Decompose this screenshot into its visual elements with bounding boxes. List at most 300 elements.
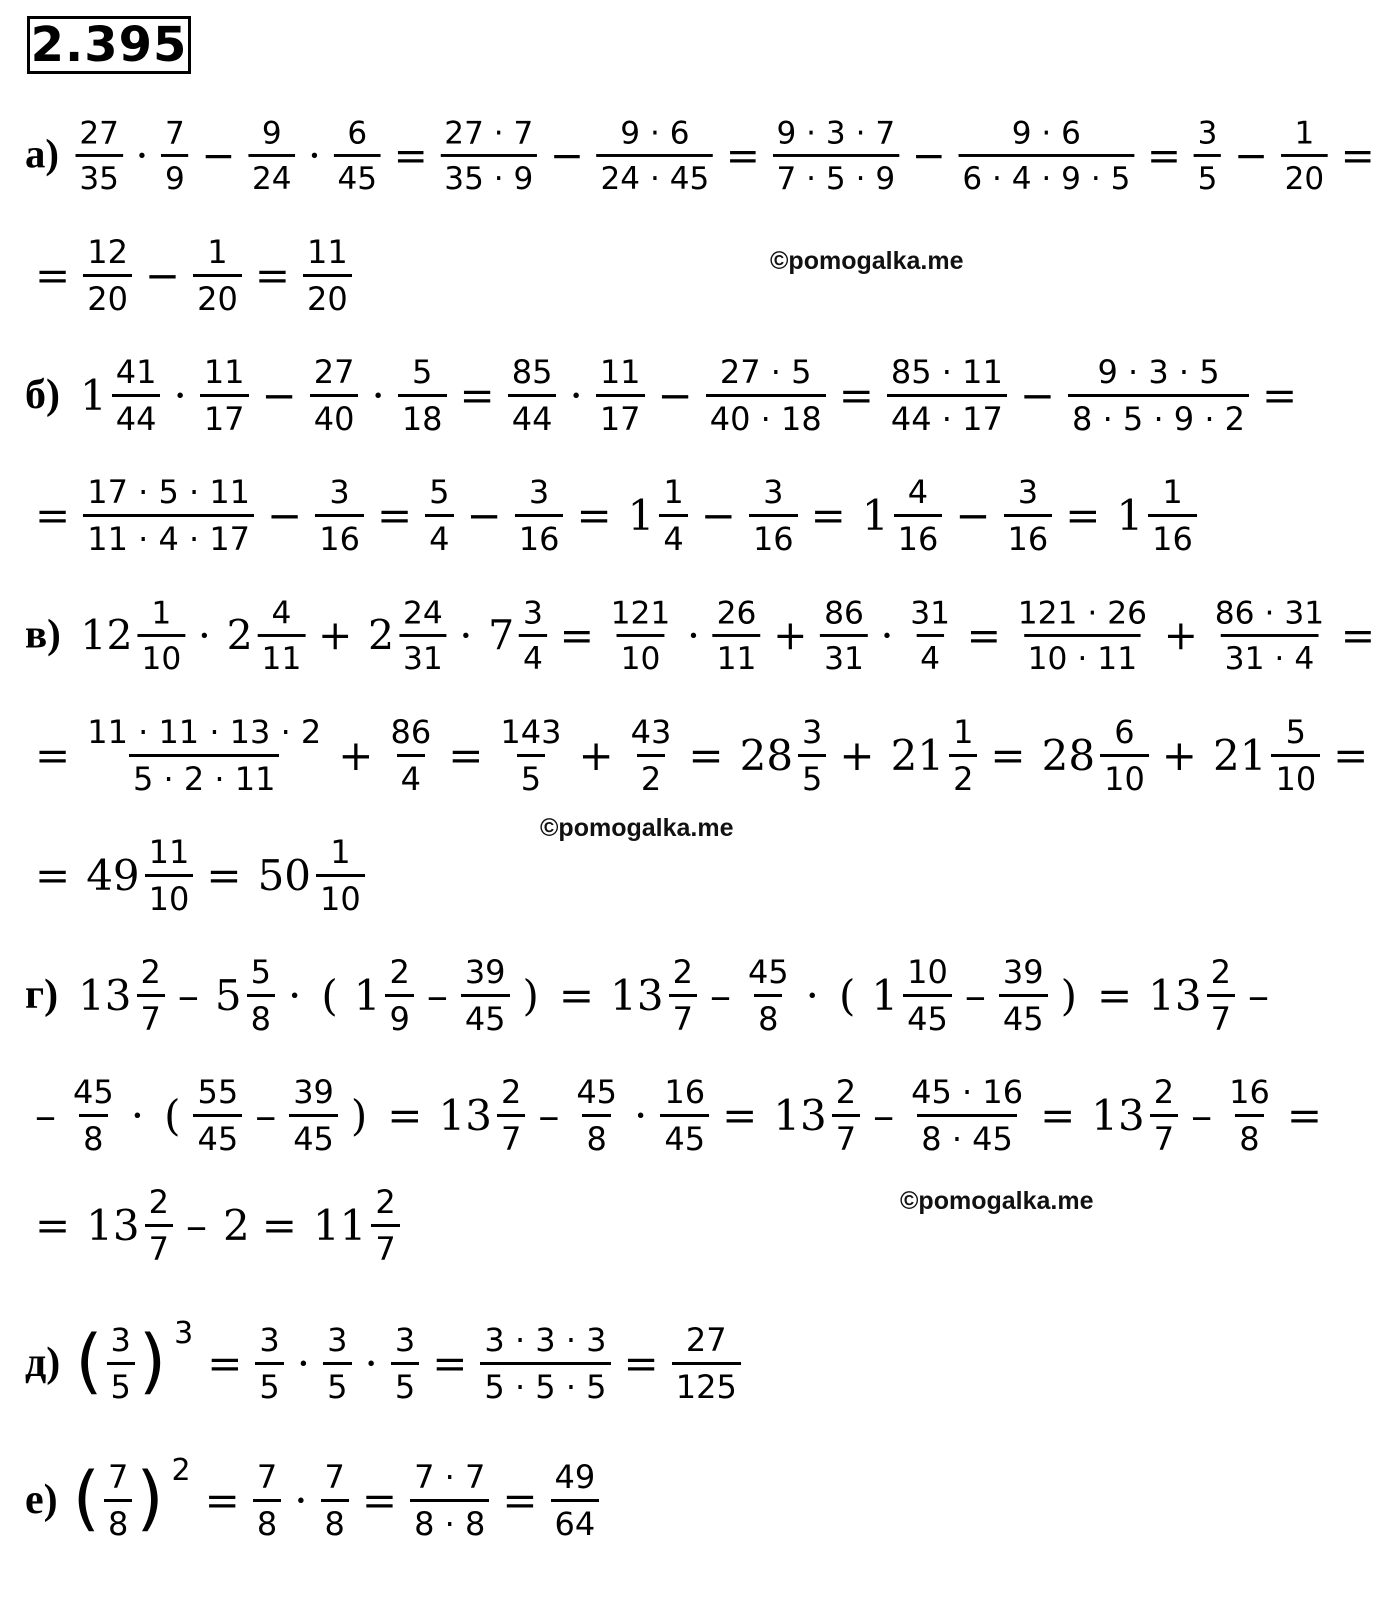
operator: + bbox=[1161, 730, 1197, 780]
denominator: 7 bbox=[1207, 994, 1235, 1035]
operator: = bbox=[810, 490, 846, 540]
denominator: 125 bbox=[672, 1362, 741, 1403]
fraction bbox=[798, 712, 826, 798]
operator: − bbox=[1019, 370, 1056, 420]
fraction bbox=[83, 712, 325, 798]
numerator: 39 bbox=[1002, 952, 1044, 991]
denominator: 7 bbox=[145, 1224, 173, 1265]
fraction bbox=[496, 712, 565, 798]
operator: – bbox=[709, 970, 731, 1020]
numerator: 85 · 11 bbox=[890, 352, 1003, 391]
denominator: 20 bbox=[193, 274, 242, 315]
parenthesis: ( bbox=[321, 970, 338, 1020]
numerator: 3 bbox=[528, 472, 550, 511]
fraction bbox=[247, 952, 275, 1038]
fraction bbox=[161, 113, 189, 197]
fraction bbox=[69, 1072, 118, 1158]
fraction bbox=[385, 952, 413, 1038]
numerator: 2 bbox=[148, 1182, 170, 1221]
numerator: 6 bbox=[347, 113, 368, 151]
numerator: 2 bbox=[389, 952, 410, 991]
whole-number: 1 bbox=[861, 490, 889, 540]
numerator: 3 · 3 · 3 bbox=[484, 1320, 607, 1359]
denominator: 16 bbox=[1004, 514, 1053, 555]
right-paren: ) bbox=[138, 1320, 167, 1402]
operator: = bbox=[204, 1475, 240, 1525]
whole-number: 13 bbox=[438, 1090, 492, 1140]
operator: = bbox=[990, 730, 1026, 780]
numerator: 86 bbox=[390, 712, 432, 751]
operator: · bbox=[135, 131, 149, 179]
item-label: в) bbox=[25, 612, 61, 658]
numerator: 16 bbox=[1229, 1072, 1270, 1111]
numerator: 45 bbox=[576, 1072, 618, 1111]
denominator: 45 bbox=[903, 994, 952, 1035]
operator: − bbox=[700, 490, 736, 540]
operator: − bbox=[201, 131, 236, 179]
operator: = bbox=[35, 490, 71, 540]
denominator: 4 bbox=[519, 634, 547, 674]
numerator: 3 bbox=[394, 1320, 416, 1359]
numerator: 27 · 7 bbox=[444, 113, 534, 151]
numerator: 39 bbox=[464, 952, 506, 991]
denominator: 16 bbox=[315, 514, 364, 555]
operator: · bbox=[364, 1338, 378, 1388]
operator: = bbox=[393, 131, 428, 179]
denominator: 4 bbox=[397, 754, 425, 795]
solution-line-a1 bbox=[25, 111, 1385, 198]
fraction bbox=[551, 1457, 600, 1543]
operator: = bbox=[576, 490, 612, 540]
fraction bbox=[398, 352, 447, 438]
whole-number: 28 bbox=[739, 730, 794, 780]
whole-number: 49 bbox=[86, 850, 140, 900]
fraction bbox=[508, 352, 557, 438]
denominator: 5 bbox=[323, 1362, 351, 1403]
solution-line-v3 bbox=[25, 830, 368, 920]
operator: – bbox=[873, 1090, 895, 1140]
denominator: 10 bbox=[145, 874, 194, 915]
watermark: ©pomogalka.me bbox=[900, 1187, 1094, 1215]
solution-line-b2 bbox=[25, 470, 1200, 560]
operator: − bbox=[657, 370, 693, 420]
numerator: 2 bbox=[500, 1072, 522, 1111]
denominator: 7 bbox=[137, 994, 165, 1035]
solution-line-e bbox=[25, 1452, 602, 1545]
numerator: 3 bbox=[1017, 472, 1039, 511]
fraction bbox=[894, 472, 943, 558]
operator: – bbox=[538, 1090, 560, 1140]
fraction bbox=[1100, 712, 1149, 798]
fraction bbox=[1068, 352, 1249, 438]
operator: – bbox=[35, 1090, 56, 1140]
fraction bbox=[713, 593, 761, 677]
denominator: 11 · 4 · 17 bbox=[83, 514, 254, 555]
operator: − bbox=[911, 131, 946, 179]
denominator: 7 bbox=[832, 1114, 860, 1155]
parenthesis: ( bbox=[839, 970, 856, 1020]
solution-line-v2 bbox=[25, 710, 1378, 800]
fraction bbox=[248, 113, 295, 197]
fraction bbox=[903, 952, 952, 1038]
operator: + bbox=[338, 730, 374, 780]
operator: · bbox=[805, 970, 820, 1020]
operator: · bbox=[130, 1090, 145, 1140]
fraction bbox=[440, 113, 537, 197]
fraction bbox=[391, 1320, 419, 1406]
fraction bbox=[1148, 472, 1197, 558]
fraction bbox=[1004, 472, 1053, 558]
right-paren: ) bbox=[136, 1457, 164, 1539]
numerator: 1 bbox=[1294, 113, 1315, 151]
denominator: 8 bbox=[247, 994, 275, 1035]
whole-number: 7 bbox=[488, 611, 515, 659]
solution-line-g3 bbox=[25, 1180, 403, 1270]
fraction bbox=[659, 472, 687, 558]
numerator: 16 bbox=[664, 1072, 706, 1111]
operator: = bbox=[206, 850, 242, 900]
fraction bbox=[706, 352, 826, 438]
fraction bbox=[104, 1457, 132, 1543]
denominator: 8 bbox=[1235, 1114, 1263, 1155]
denominator: 31 bbox=[399, 634, 447, 674]
numerator: 11 bbox=[148, 832, 190, 871]
whole-number: 2 bbox=[226, 611, 253, 659]
numerator: 43 bbox=[630, 712, 672, 751]
numerator: 41 bbox=[115, 352, 157, 391]
operator: · bbox=[308, 131, 322, 179]
fraction bbox=[832, 1072, 860, 1158]
parenthesis: ) bbox=[522, 970, 539, 1020]
fraction bbox=[669, 952, 697, 1038]
denominator: 45 bbox=[461, 994, 510, 1035]
whole-number: 1 bbox=[80, 370, 107, 420]
whole-number: 12 bbox=[80, 611, 133, 659]
solution-line-g2 bbox=[25, 1070, 1332, 1160]
operator: = bbox=[387, 1090, 423, 1140]
denominator: 64 bbox=[551, 1499, 600, 1540]
operator: = bbox=[459, 370, 495, 420]
denominator: 44 · 17 bbox=[887, 394, 1007, 435]
item-label: б) bbox=[25, 372, 60, 418]
operator: · bbox=[371, 370, 385, 420]
denominator: 44 bbox=[508, 394, 557, 435]
denominator: 8 bbox=[582, 1114, 610, 1155]
denominator: 11 bbox=[713, 634, 761, 674]
numerator: 10 bbox=[907, 952, 948, 991]
operator: = bbox=[1333, 730, 1369, 780]
operator: = bbox=[1065, 490, 1101, 540]
numerator: 1 bbox=[330, 832, 351, 871]
numerator: 9 bbox=[261, 113, 282, 151]
numerator: 2 bbox=[375, 1182, 396, 1221]
solution-line-g1 bbox=[25, 950, 1279, 1040]
operator: · bbox=[459, 611, 473, 659]
fraction bbox=[597, 113, 714, 197]
denominator: 20 bbox=[1281, 154, 1328, 194]
whole-number: 1 bbox=[353, 970, 381, 1020]
denominator: 7 bbox=[1150, 1114, 1178, 1155]
denominator: 16 bbox=[749, 514, 798, 555]
operator: − bbox=[261, 370, 297, 420]
fraction bbox=[323, 1320, 351, 1406]
numerator: 3 bbox=[259, 1320, 280, 1359]
denominator: 5 bbox=[1194, 154, 1222, 194]
parenthesis: ( bbox=[164, 1090, 181, 1140]
numerator: 5 bbox=[411, 352, 433, 391]
denominator: 10 bbox=[316, 874, 365, 915]
denominator: 40 · 18 bbox=[706, 394, 826, 435]
operator: – bbox=[186, 1200, 208, 1250]
numerator: 31 bbox=[910, 593, 951, 631]
fraction bbox=[906, 593, 954, 677]
operator: = bbox=[559, 611, 594, 659]
operator: · bbox=[634, 1090, 648, 1140]
numerator: 11 · 11 · 13 · 2 bbox=[87, 712, 322, 751]
operator: − bbox=[466, 490, 502, 540]
operator: = bbox=[838, 370, 874, 420]
operator: = bbox=[35, 250, 71, 300]
fraction bbox=[949, 712, 977, 798]
numerator: 7 bbox=[324, 1457, 345, 1496]
numerator: 39 bbox=[293, 1072, 334, 1111]
numerator: 49 bbox=[554, 1457, 596, 1496]
numerator: 3 bbox=[802, 712, 823, 751]
operator: = bbox=[1040, 1090, 1076, 1140]
numerator: 9 · 3 · 5 bbox=[1097, 352, 1220, 391]
denominator: 16 bbox=[894, 514, 943, 555]
numerator: 1 bbox=[151, 593, 172, 631]
numerator: 1 bbox=[1162, 472, 1183, 511]
numerator: 121 bbox=[610, 593, 671, 631]
numerator: 9 · 3 · 7 bbox=[776, 113, 896, 151]
denominator: 2 bbox=[637, 754, 665, 795]
denominator: 45 bbox=[193, 1114, 242, 1155]
fraction bbox=[660, 1072, 709, 1158]
operator: − bbox=[144, 250, 181, 300]
fraction bbox=[112, 352, 161, 438]
fraction bbox=[1211, 593, 1328, 677]
operator: + bbox=[839, 730, 875, 780]
numerator: 3 bbox=[327, 1320, 348, 1359]
fraction bbox=[907, 1072, 1027, 1158]
denominator: 7 bbox=[669, 994, 697, 1035]
whole-number: 13 bbox=[773, 1090, 827, 1140]
solution-line-a2 bbox=[25, 230, 355, 320]
fraction bbox=[316, 832, 365, 918]
numerator: 5 bbox=[429, 472, 450, 511]
denominator: 45 bbox=[660, 1114, 709, 1155]
numerator: 27 bbox=[313, 352, 355, 391]
numerator: 1 bbox=[663, 472, 684, 511]
numerator: 2 bbox=[835, 1072, 857, 1111]
whole-number: 5 bbox=[214, 970, 242, 1020]
item-label: г) bbox=[25, 972, 59, 1018]
denominator: 8 · 8 bbox=[410, 1499, 489, 1540]
denominator: 8 bbox=[253, 1499, 281, 1540]
operator: − bbox=[955, 490, 991, 540]
denominator: 31 bbox=[820, 634, 868, 674]
numerator: 26 bbox=[716, 593, 757, 631]
whole-number: 1 bbox=[871, 970, 899, 1020]
operator: – bbox=[964, 970, 986, 1020]
operator: – bbox=[177, 970, 199, 1020]
operator: – bbox=[1247, 970, 1269, 1020]
denominator: 18 bbox=[398, 394, 447, 435]
fraction bbox=[321, 1457, 349, 1543]
operator: = bbox=[35, 850, 71, 900]
denominator: 10 bbox=[1100, 754, 1149, 795]
fraction bbox=[461, 952, 510, 1038]
whole-number: 28 bbox=[1041, 730, 1096, 780]
numerator: 85 bbox=[511, 352, 553, 391]
operator: · bbox=[686, 611, 701, 659]
operator: − bbox=[549, 131, 584, 179]
power-expression bbox=[74, 1315, 194, 1406]
denominator: 5 · 5 · 5 bbox=[480, 1362, 610, 1403]
numerator: 6 bbox=[1114, 712, 1135, 751]
problem-number: 2.395 bbox=[27, 16, 191, 74]
fraction bbox=[887, 352, 1007, 438]
numerator: 3 bbox=[1197, 113, 1218, 151]
fraction bbox=[607, 593, 675, 677]
numerator: 3 bbox=[110, 1320, 131, 1359]
operator: = bbox=[1096, 970, 1133, 1020]
numerator: 5 bbox=[250, 952, 271, 991]
fraction bbox=[596, 352, 645, 438]
operator: · bbox=[294, 1475, 308, 1525]
fraction bbox=[1014, 593, 1151, 677]
fraction bbox=[672, 1320, 741, 1406]
numerator: 24 bbox=[402, 593, 443, 631]
whole-number: 13 bbox=[1091, 1090, 1145, 1140]
operator: · bbox=[296, 1338, 311, 1388]
denominator: 7 bbox=[497, 1114, 525, 1155]
item-label: е) bbox=[25, 1477, 58, 1523]
numerator: 86 bbox=[824, 593, 864, 631]
watermark: ©pomogalka.me bbox=[540, 814, 734, 842]
denominator: 40 bbox=[310, 394, 359, 435]
operator: + bbox=[317, 611, 353, 659]
operator: = bbox=[448, 730, 484, 780]
fraction bbox=[200, 352, 249, 438]
operator: = bbox=[1340, 131, 1375, 179]
fraction bbox=[480, 1320, 610, 1406]
denominator: 10 bbox=[1271, 754, 1320, 795]
operator: − bbox=[267, 490, 303, 540]
numerator: 17 · 5 · 11 bbox=[87, 472, 251, 511]
operator: = bbox=[1262, 370, 1298, 420]
operator: = bbox=[35, 1200, 71, 1250]
numerator: 11 bbox=[599, 352, 641, 391]
operator: = bbox=[966, 611, 1002, 659]
denominator: 20 bbox=[83, 274, 132, 315]
denominator: 8 bbox=[104, 1499, 132, 1540]
fraction bbox=[386, 712, 435, 798]
numerator: 55 bbox=[197, 1072, 239, 1111]
denominator: 35 · 9 bbox=[440, 154, 537, 194]
whole-number: 13 bbox=[1148, 970, 1202, 1020]
numerator: 7 bbox=[164, 113, 185, 151]
whole-number: 1 bbox=[1116, 490, 1144, 540]
numerator: 3 bbox=[523, 593, 543, 631]
fraction bbox=[310, 352, 359, 438]
whole-number: 50 bbox=[257, 850, 312, 900]
operator: = bbox=[207, 1338, 243, 1388]
fraction bbox=[744, 952, 793, 1038]
operator: + bbox=[773, 611, 808, 659]
denominator: 31 · 4 bbox=[1221, 634, 1318, 674]
denominator: 24 · 45 bbox=[597, 154, 714, 194]
numerator: 27 bbox=[79, 113, 119, 151]
numerator: 45 · 16 bbox=[911, 1072, 1024, 1111]
numerator: 27 bbox=[685, 1320, 727, 1359]
whole-number: 2 bbox=[223, 1200, 250, 1250]
operator: = bbox=[361, 1475, 398, 1525]
fraction bbox=[137, 952, 165, 1038]
operator: – bbox=[426, 970, 448, 1020]
fraction bbox=[289, 1072, 338, 1158]
denominator: 5 bbox=[255, 1362, 283, 1403]
parenthesis: ) bbox=[350, 1090, 368, 1140]
operator: = bbox=[502, 1475, 538, 1525]
fraction bbox=[497, 1072, 525, 1158]
fraction bbox=[145, 1182, 173, 1268]
denominator: 5 bbox=[107, 1362, 135, 1403]
fraction bbox=[572, 1072, 621, 1158]
numerator: 1 bbox=[207, 232, 228, 271]
solution-line-v1 bbox=[25, 591, 1385, 679]
fraction bbox=[371, 1182, 399, 1268]
fraction bbox=[1271, 712, 1320, 798]
denominator: 8 bbox=[754, 994, 782, 1035]
fraction bbox=[107, 1320, 135, 1406]
fraction bbox=[315, 472, 364, 558]
denominator: 8 · 45 bbox=[917, 1114, 1017, 1155]
fraction bbox=[1281, 113, 1328, 197]
numerator: 3 bbox=[763, 472, 784, 511]
denominator: 4 bbox=[659, 514, 687, 555]
denominator: 44 bbox=[112, 394, 161, 435]
whole-number: 21 bbox=[1213, 730, 1267, 780]
whole-number: 13 bbox=[86, 1200, 140, 1250]
exponent: 3 bbox=[174, 1315, 194, 1351]
denominator: 24 bbox=[248, 154, 295, 194]
fraction bbox=[76, 113, 123, 197]
operator: = bbox=[432, 1338, 468, 1388]
fraction bbox=[958, 113, 1134, 197]
item-label: д) bbox=[25, 1340, 61, 1386]
operator: · bbox=[287, 970, 302, 1020]
denominator: 6 · 4 · 9 · 5 bbox=[958, 154, 1134, 194]
operator: = bbox=[35, 730, 71, 780]
fraction bbox=[303, 232, 352, 318]
whole-number: 11 bbox=[312, 1200, 367, 1250]
fraction bbox=[399, 593, 447, 677]
numerator: 12 bbox=[87, 232, 128, 271]
left-paren: ( bbox=[75, 1320, 103, 1402]
denominator: 10 · 11 bbox=[1024, 634, 1141, 674]
fraction bbox=[1207, 952, 1235, 1038]
operator: · bbox=[173, 370, 187, 420]
fraction bbox=[519, 593, 547, 677]
whole-number: 13 bbox=[78, 970, 132, 1020]
numerator: 45 bbox=[73, 1072, 114, 1111]
operator: = bbox=[688, 730, 724, 780]
fraction bbox=[820, 593, 868, 677]
fraction bbox=[1150, 1072, 1178, 1158]
denominator: 4 bbox=[916, 634, 944, 674]
